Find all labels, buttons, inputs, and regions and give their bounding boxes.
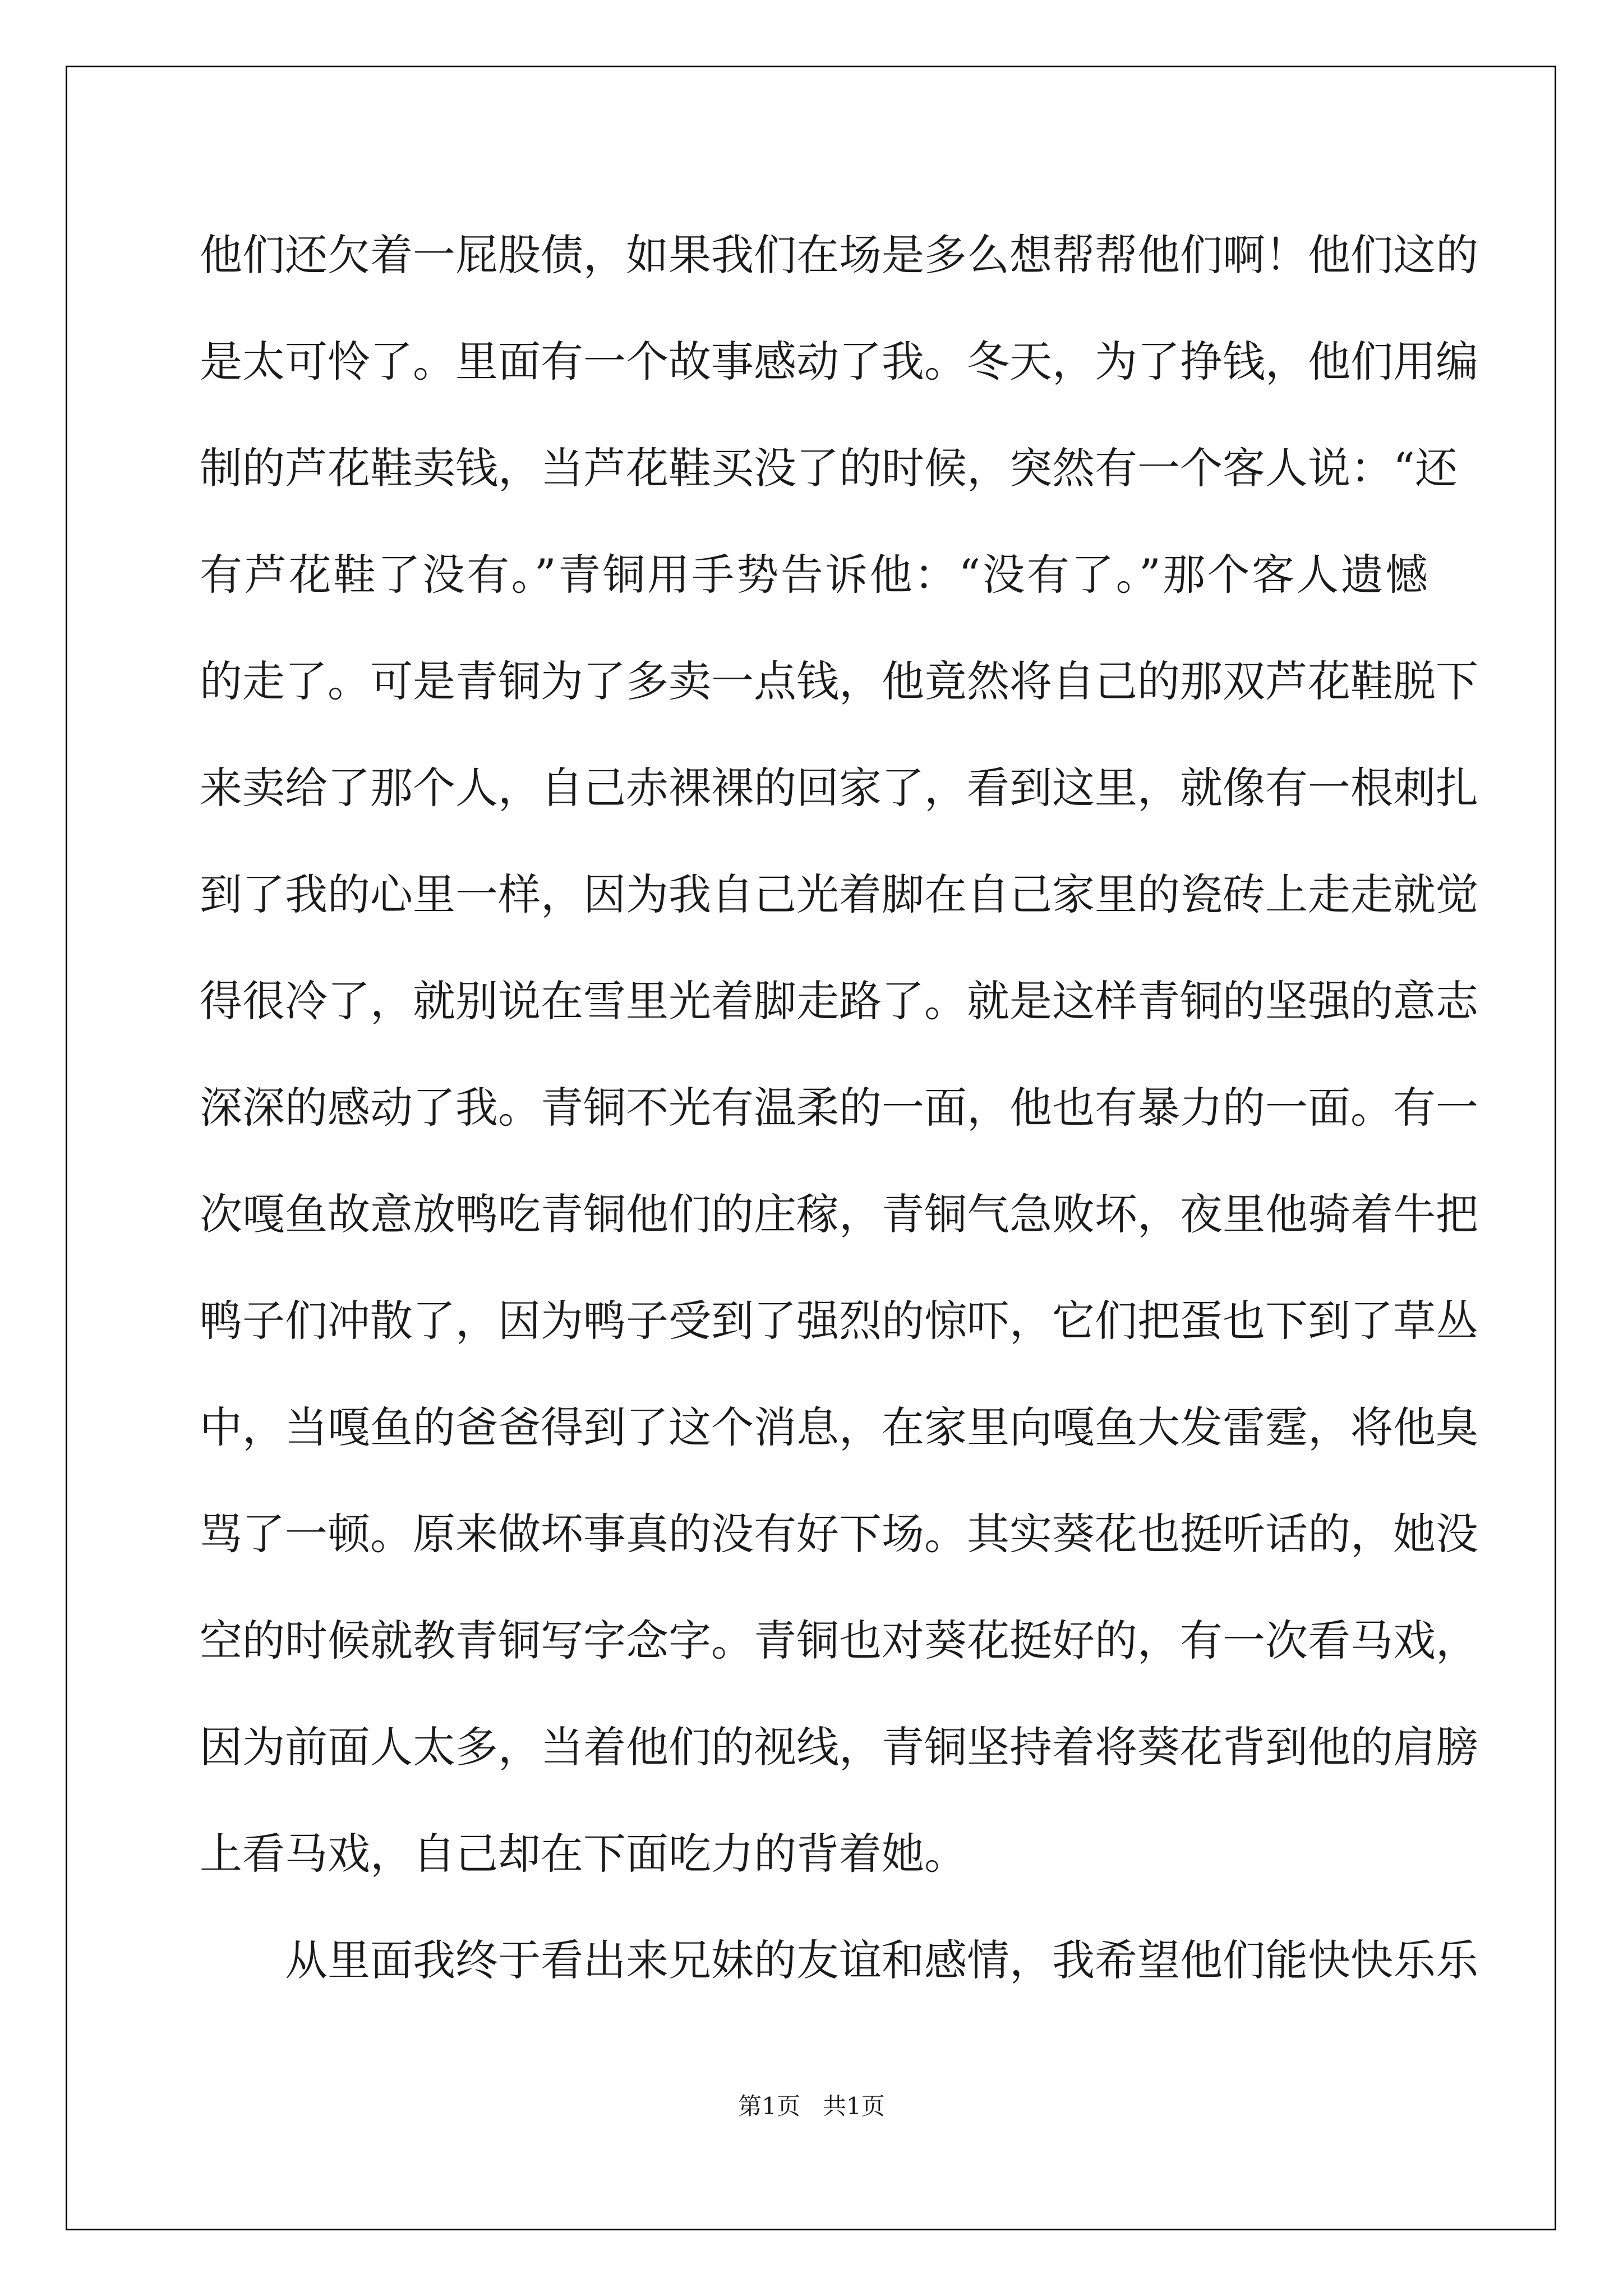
text-line: 因为前面人太多，当着他们的视线，青铜坚持着将葵花背到他的肩膀 <box>200 1722 1478 1772</box>
text-line: 空的时候就教青铜写字念字。青铜也对葵花挺好的，有一次看马戏， <box>200 1616 1478 1665</box>
text-line: 制的芦花鞋卖钱，当芦花鞋买没了的时候，突然有一个客人说：“还 <box>200 443 1458 493</box>
text-line: 有芦花鞋了没有。”青铜用手势告诉他：“没有了。”那个客人遗憾 <box>200 550 1428 600</box>
page-footer <box>0 2088 1623 2122</box>
text-line: 的走了。可是青铜为了多卖一点钱，他竟然将自己的那双芦花鞋脱下 <box>200 656 1478 706</box>
page-number: 第1页 <box>738 2092 800 2120</box>
paragraph-1 <box>200 202 1478 1907</box>
paragraph-2 <box>200 1907 1478 2014</box>
text-line: 是太可怜了。里面有一个故事感动了我。冬天，为了挣钱，他们用编 <box>200 337 1478 386</box>
text-line: 中，当嘎鱼的爸爸得到了这个消息，在家里向嘎鱼大发雷霆，将他臭 <box>200 1402 1478 1452</box>
text-line: 他们还欠着一屁股债，如果我们在场是多么想帮帮他们啊！他们这的 <box>200 230 1478 280</box>
text-line: 来卖给了那个人，自己赤裸裸的回家了，看到这里，就像有一根刺扎 <box>200 763 1478 813</box>
page-total: 共1页 <box>823 2092 885 2120</box>
text-line: 鸭子们冲散了，因为鸭子受到了强烈的惊吓，它们把蛋也下到了草丛 <box>200 1296 1478 1346</box>
text-line: 骂了一顿。原来做坏事真的没有好下场。其实葵花也挺听话的，她没 <box>200 1509 1478 1559</box>
text-line: 次嘎鱼故意放鸭吃青铜他们的庄稼，青铜气急败坏，夜里他骑着牛把 <box>200 1189 1478 1239</box>
text-line: 得很冷了，就别说在雪里光着脚走路了。就是这样青铜的坚强的意志 <box>200 976 1478 1026</box>
text-line: 到了我的心里一样，因为我自己光着脚在自己家里的瓷砖上走走就觉 <box>200 869 1478 919</box>
text-line: 深深的感动了我。青铜不光有温柔的一面，他也有暴力的一面。有一 <box>200 1083 1478 1133</box>
text-line: 上看马戏，自己却在下面吃力的背着她。 <box>200 1829 967 1879</box>
document-body <box>200 202 1478 2014</box>
text-line: 从里面我终于看出来兄妹的友谊和感情，我希望他们能快快乐乐 <box>285 1935 1478 1985</box>
